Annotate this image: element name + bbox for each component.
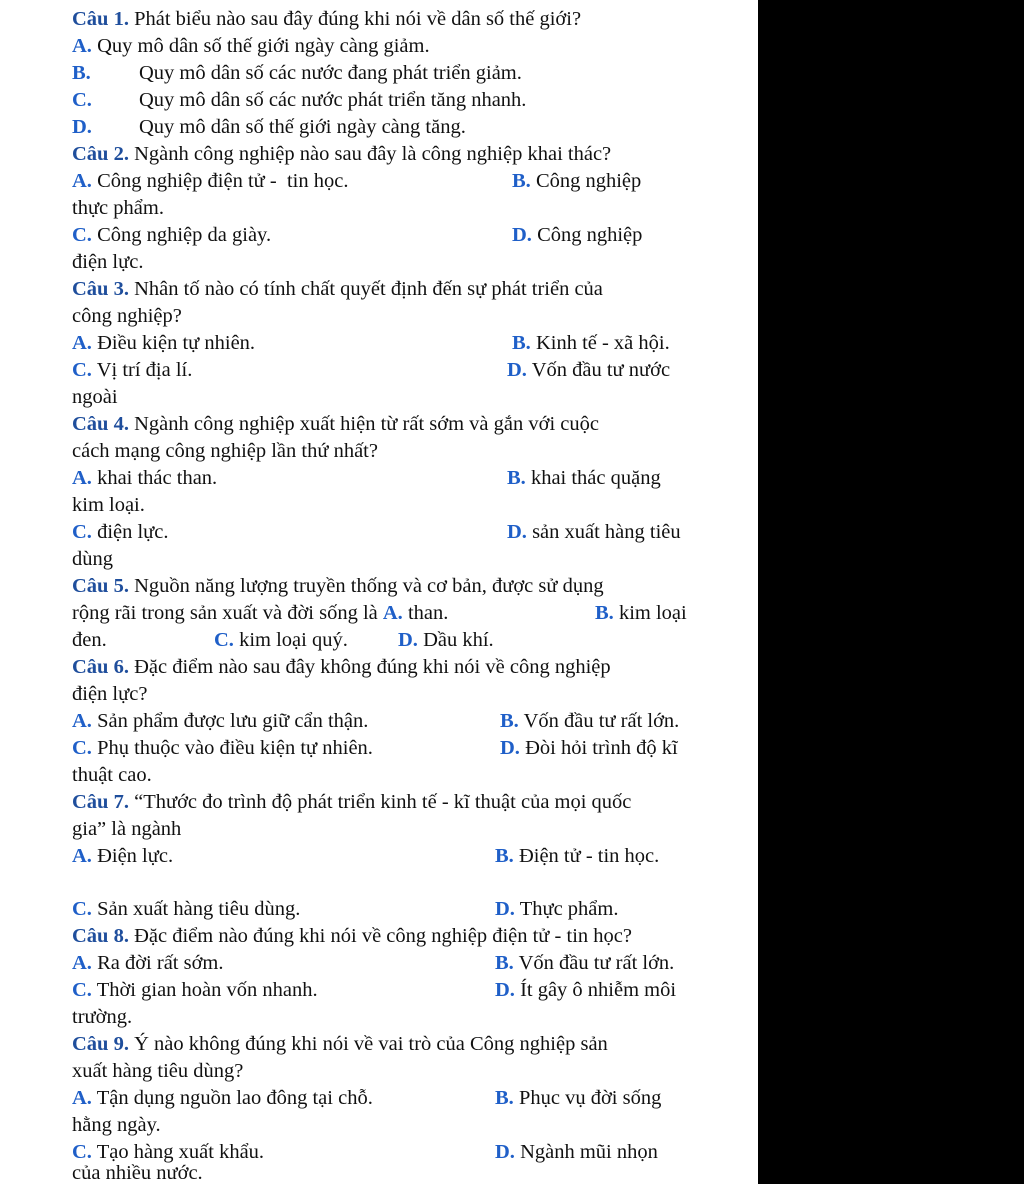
question-7-option-c: C. Sản xuất hàng tiêu dùng. xyxy=(72,898,301,920)
question-4-stem-cont: cách mạng công nghiệp lần thứ nhất? xyxy=(72,440,378,462)
question-1-option-c: C. Quy mô dân số các nước phát triển tăng nhanh. xyxy=(72,89,527,111)
question-7-option-d: D. Thực phẩm. xyxy=(495,898,619,920)
question-6-label: Câu 6. xyxy=(72,656,129,678)
question-6-stem-cont: điện lực? xyxy=(72,683,148,705)
question-3-option-b: B. Kinh tế - xã hội. xyxy=(512,332,670,354)
question-9-option-d: D. Ngành mũi nhọn xyxy=(495,1141,658,1163)
question-6-option-a: A. Sản phẩm được lưu giữ cẩn thận. xyxy=(72,710,369,732)
question-3-option-d-cont: ngoài xyxy=(72,386,118,408)
question-9-option-b: B. Phục vụ đời sống xyxy=(495,1087,662,1109)
question-8-option-a: A. Ra đời rất sớm. xyxy=(72,952,224,974)
question-2-stem: Câu 2. Ngành công nghiệp nào sau đây là công nghiệp khai thác? xyxy=(72,143,612,165)
question-5-option-c: C. kim loại quý. xyxy=(214,629,348,651)
question-5-label: Câu 5. xyxy=(72,575,129,597)
question-3-label: Câu 3. xyxy=(72,278,129,300)
question-3-option-a: A. Điều kiện tự nhiên. xyxy=(72,332,256,354)
question-2-option-d-cont: điện lực. xyxy=(72,251,144,273)
question-8-option-d: D. Ít gây ô nhiễm môi xyxy=(495,979,677,1001)
question-4-option-d: D. sản xuất hàng tiêu xyxy=(507,521,681,543)
question-2-option-d: D. Công nghiệp xyxy=(512,224,643,246)
question-3-stem-cont: công nghiệp? xyxy=(72,305,182,327)
question-4-option-b: B. khai thác quặng xyxy=(507,467,661,489)
question-4-label: Câu 4. xyxy=(72,413,129,435)
question-7-label: Câu 7. xyxy=(72,791,129,813)
question-5-option-b-cont: đen. xyxy=(72,629,107,651)
question-4-option-d-cont: dùng xyxy=(72,548,113,570)
question-4-stem: Câu 4. Ngành công nghiệp xuất hiện từ rất sớm và gắn với cuộc xyxy=(72,413,599,435)
question-8-option-b: B. Vốn đầu tư rất lớn. xyxy=(495,952,675,974)
question-7-option-a: A. Điện lực. xyxy=(72,845,174,867)
question-6-option-c: C. Phụ thuộc vào điều kiện tự nhiên. xyxy=(72,737,373,759)
question-5-stem-cont: rộng rãi trong sản xuất và đời sống là A. than. xyxy=(72,602,449,624)
question-1-option-a: A. Quy mô dân số thế giới ngày càng giảm. xyxy=(72,35,430,57)
question-6-option-d-cont: thuật cao. xyxy=(72,764,152,786)
question-4-option-b-cont: kim loại. xyxy=(72,494,145,516)
question-6-stem: Câu 6. Đặc điểm nào sau đây không đúng khi nói về công nghiệp xyxy=(72,656,611,678)
question-8-option-c: C. Thời gian hoàn vốn nhanh. xyxy=(72,979,318,1001)
question-1-stem: Câu 1. Phát biểu nào sau đây đúng khi nói về dân số thế giới? xyxy=(72,8,582,30)
question-2-option-c: C. Công nghiệp da giày. xyxy=(72,224,272,246)
question-9-option-a: A. Tận dụng nguồn lao đông tại chỗ. xyxy=(72,1087,373,1109)
question-6-option-b: B. Vốn đầu tư rất lớn. xyxy=(500,710,680,732)
question-2-option-b-cont: thực phẩm. xyxy=(72,197,164,219)
question-3-option-c: C. Vị trí địa lí. xyxy=(72,359,193,381)
question-8-option-d-cont: trường. xyxy=(72,1006,133,1028)
question-3-option-d: D. Vốn đầu tư nước xyxy=(507,359,671,381)
question-8-stem: Câu 8. Đặc điểm nào đúng khi nói về công nghiệp điện tử - tin học? xyxy=(72,925,632,947)
question-3-stem: Câu 3. Nhân tố nào có tính chất quyết định đến sự phát triển của xyxy=(72,278,603,300)
question-1-option-b: B. Quy mô dân số các nước đang phát triển giảm. xyxy=(72,62,522,84)
question-5-option-a: A. xyxy=(382,602,403,624)
question-1-label: Câu 1. xyxy=(72,8,129,30)
question-9-option-b-cont: hằng ngày. xyxy=(72,1114,161,1136)
question-2-label: Câu 2. xyxy=(72,143,129,165)
question-1-option-d: D. Quy mô dân số thế giới ngày càng tăng. xyxy=(72,116,466,138)
question-9-option-d-cont: của nhiều nước. xyxy=(72,1162,203,1184)
question-5-option-d: D. Dầu khí. xyxy=(398,629,494,651)
question-9-stem: Câu 9. Ý nào không đúng khi nói về vai trò của Công nghiệp sản xyxy=(72,1033,608,1055)
question-9-label: Câu 9. xyxy=(72,1033,129,1055)
question-9-stem-cont: xuất hàng tiêu dùng? xyxy=(72,1060,244,1082)
question-7-stem: Câu 7. “Thước đo trình độ phát triển kinh tế - kĩ thuật của mọi quốc xyxy=(72,791,632,813)
question-2-option-a: A. Công nghiệp điện tử - tin học. xyxy=(72,170,349,192)
question-2-option-b: B. Công nghiệp xyxy=(512,170,642,192)
question-9-option-c: C. Tạo hàng xuất khẩu. xyxy=(72,1141,265,1163)
question-4-option-a: A. khai thác than. xyxy=(72,467,218,489)
question-7-option-b: B. Điện tử - tin học. xyxy=(495,845,660,867)
question-4-option-c: C. điện lực. xyxy=(72,521,169,543)
question-8-label: Câu 8. xyxy=(72,925,129,947)
question-5-option-b: B. kim loại xyxy=(595,602,687,624)
question-6-option-d: D. Đòi hỏi trình độ kĩ xyxy=(500,737,678,759)
right-black-bar xyxy=(758,0,1024,1184)
question-7-stem-cont: gia” là ngành xyxy=(72,818,182,840)
question-5-stem: Câu 5. Nguồn năng lượng truyền thống và cơ bản, được sử dụng xyxy=(72,575,604,597)
